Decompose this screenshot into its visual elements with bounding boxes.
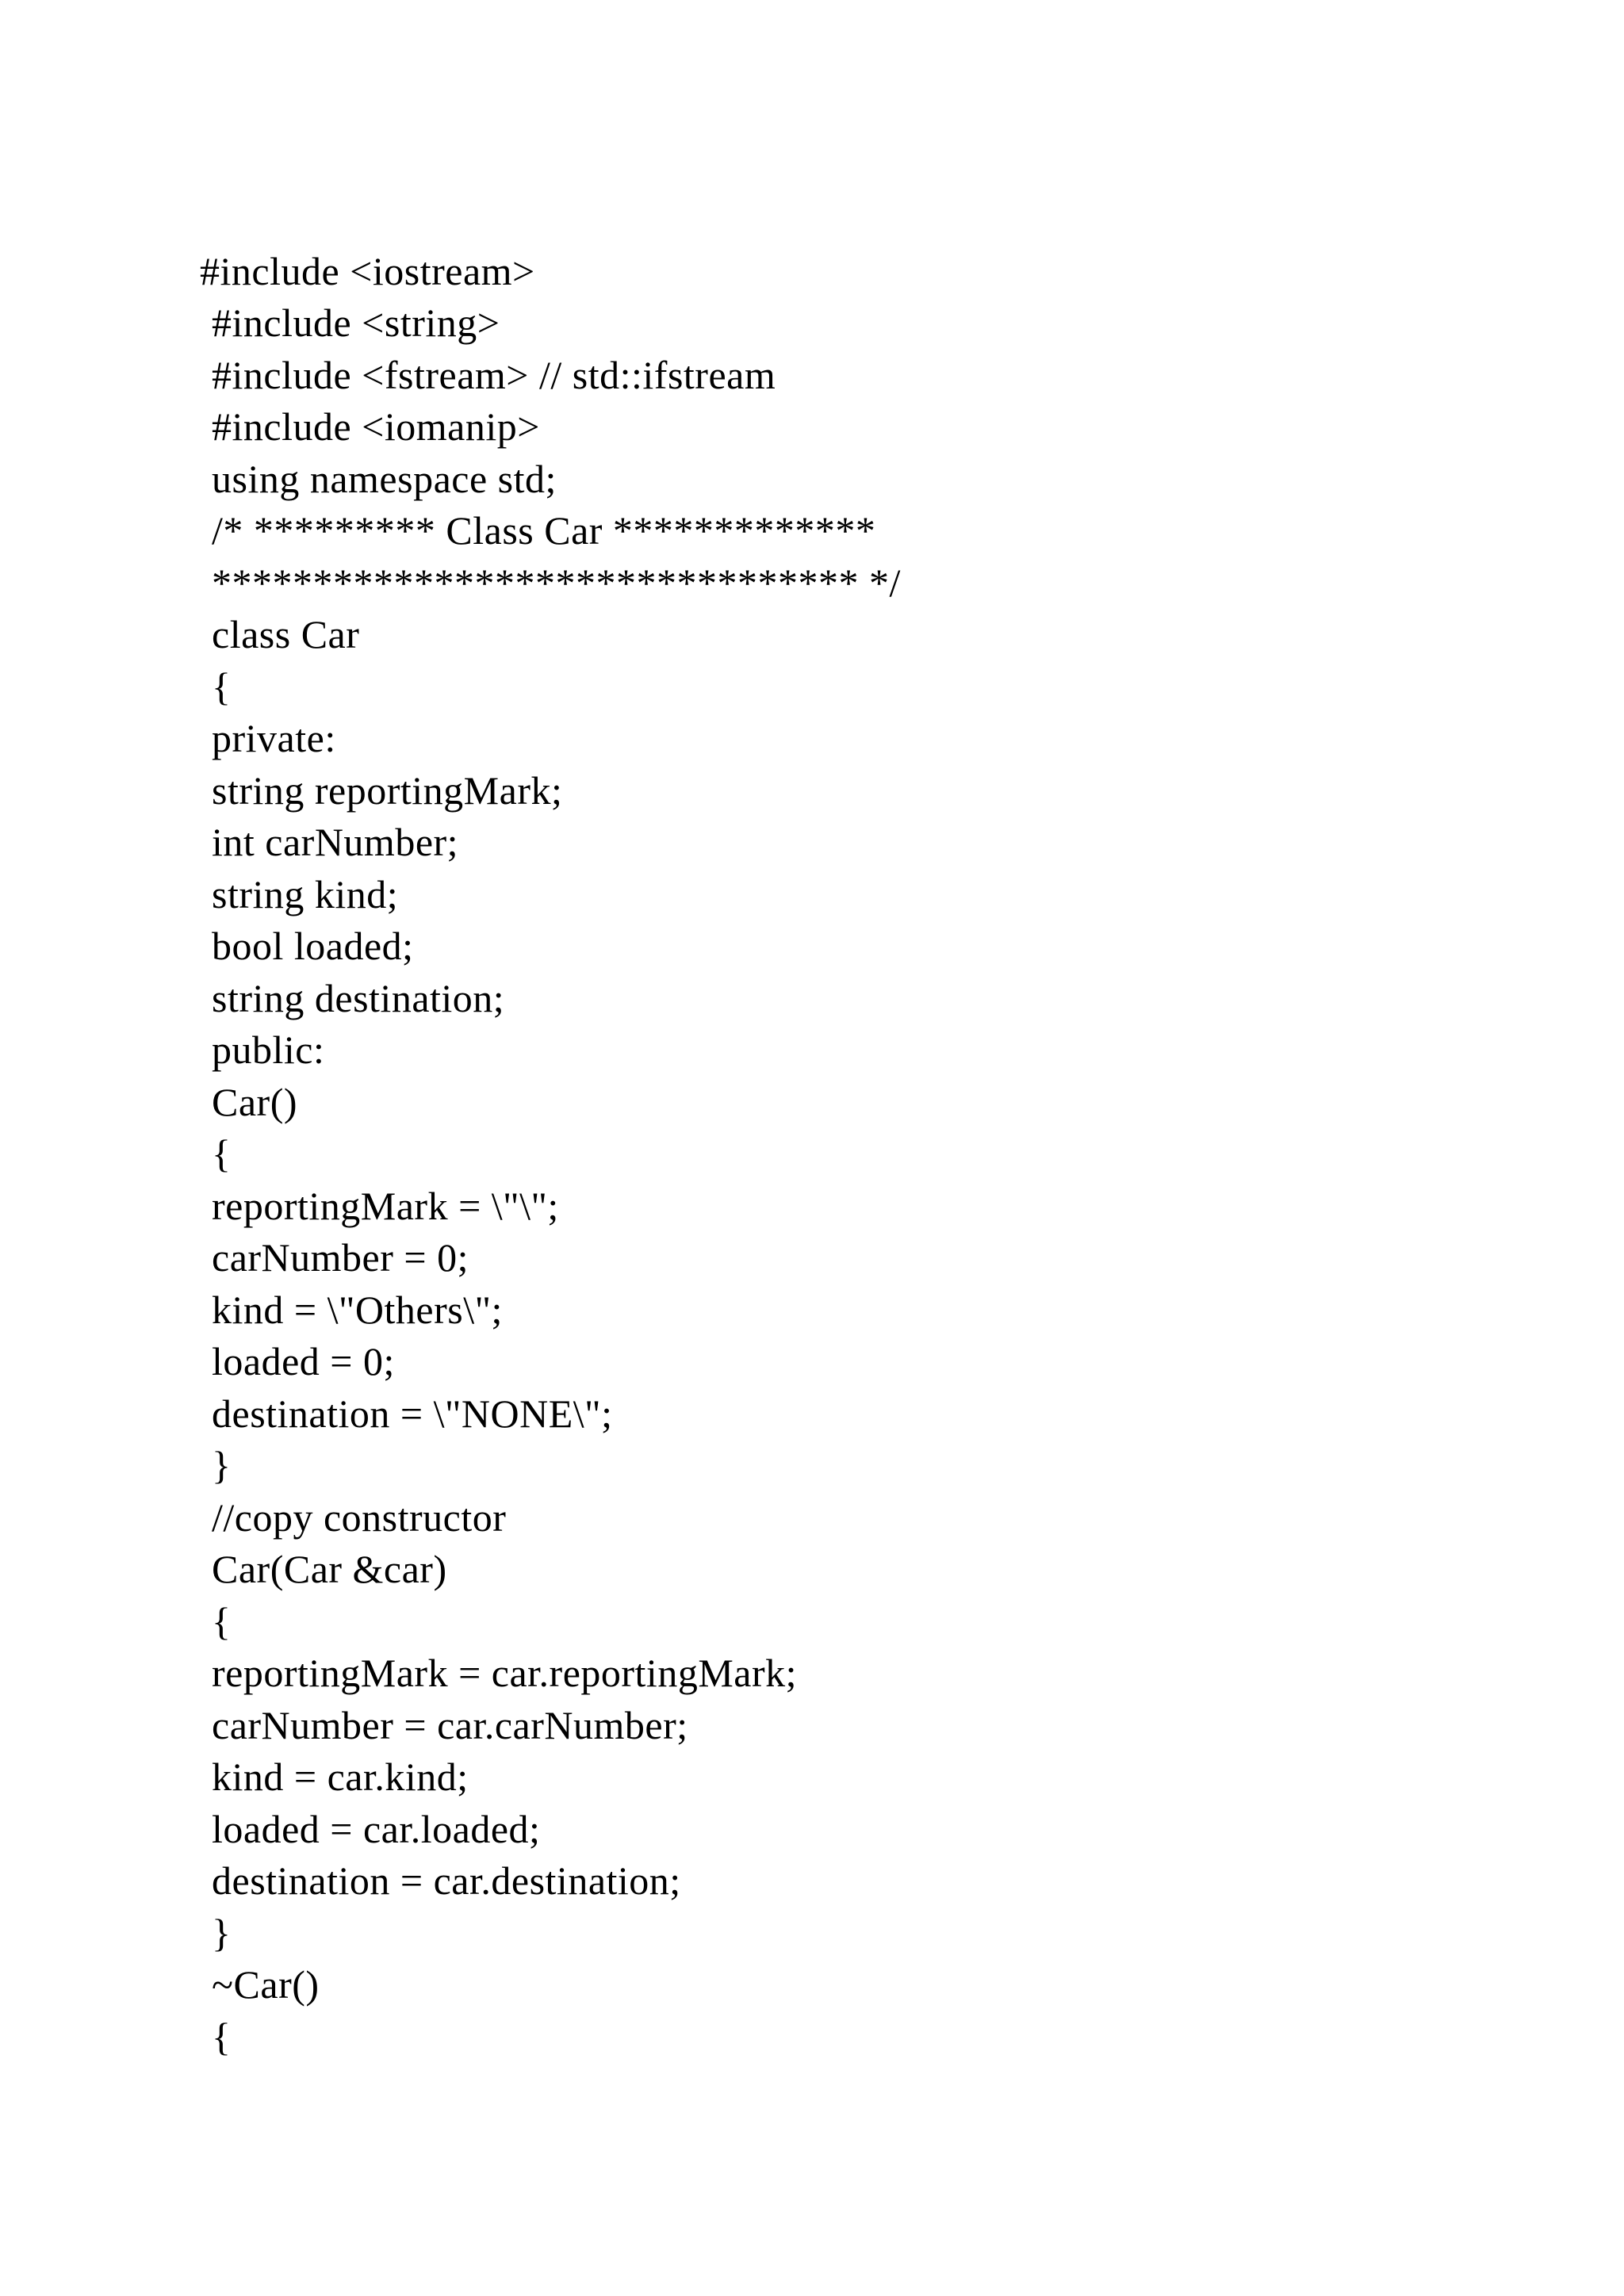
code-line: string destination;	[212, 976, 505, 1020]
code-line: /* ********* Class Car *************	[212, 508, 876, 553]
code-line: class Car	[212, 612, 360, 656]
code-line: kind = \"Others\";	[212, 1288, 503, 1332]
code-line: }	[212, 1443, 232, 1487]
code-line: string kind;	[212, 872, 399, 916]
code-line: {	[212, 2015, 232, 2059]
code-line: }	[212, 1911, 232, 1955]
code-line: string reportingMark;	[212, 768, 563, 813]
code-line: carNumber = car.carNumber;	[212, 1703, 688, 1747]
code-line: reportingMark = car.reportingMark;	[212, 1651, 798, 1695]
code-line: destination = car.destination;	[212, 1858, 681, 1903]
code-line: {	[212, 664, 232, 709]
code-line: bool loaded;	[212, 924, 414, 968]
code-line: #include <iomanip>	[212, 404, 540, 449]
code-line: Car(Car &car)	[212, 1547, 447, 1591]
code-line: Car()	[212, 1080, 297, 1124]
code-line: {	[212, 1599, 232, 1644]
code-line: loaded = 0;	[212, 1339, 395, 1383]
code-line: destination = \"NONE\";	[212, 1391, 613, 1436]
code-line: private:	[212, 716, 336, 760]
code-line: ******************************** */	[212, 561, 901, 605]
code-line: ~Car()	[212, 1962, 320, 2007]
code-line: #include <fstream> // std::ifstream	[212, 353, 776, 397]
code-line: using namespace std;	[212, 457, 557, 501]
code-line: public:	[212, 1027, 325, 1072]
code-line: reportingMark = \"\";	[212, 1184, 559, 1228]
code-line: kind = car.kind;	[212, 1755, 469, 1799]
code-line: int carNumber;	[212, 820, 459, 864]
code-line: #include <iostream>	[200, 249, 535, 293]
code-line: {	[212, 1131, 232, 1176]
code-line: carNumber = 0;	[212, 1235, 469, 1280]
code-line: #include <string>	[212, 300, 500, 345]
code-line: //copy constructor	[212, 1495, 507, 1540]
code-line: loaded = car.loaded;	[212, 1807, 541, 1851]
